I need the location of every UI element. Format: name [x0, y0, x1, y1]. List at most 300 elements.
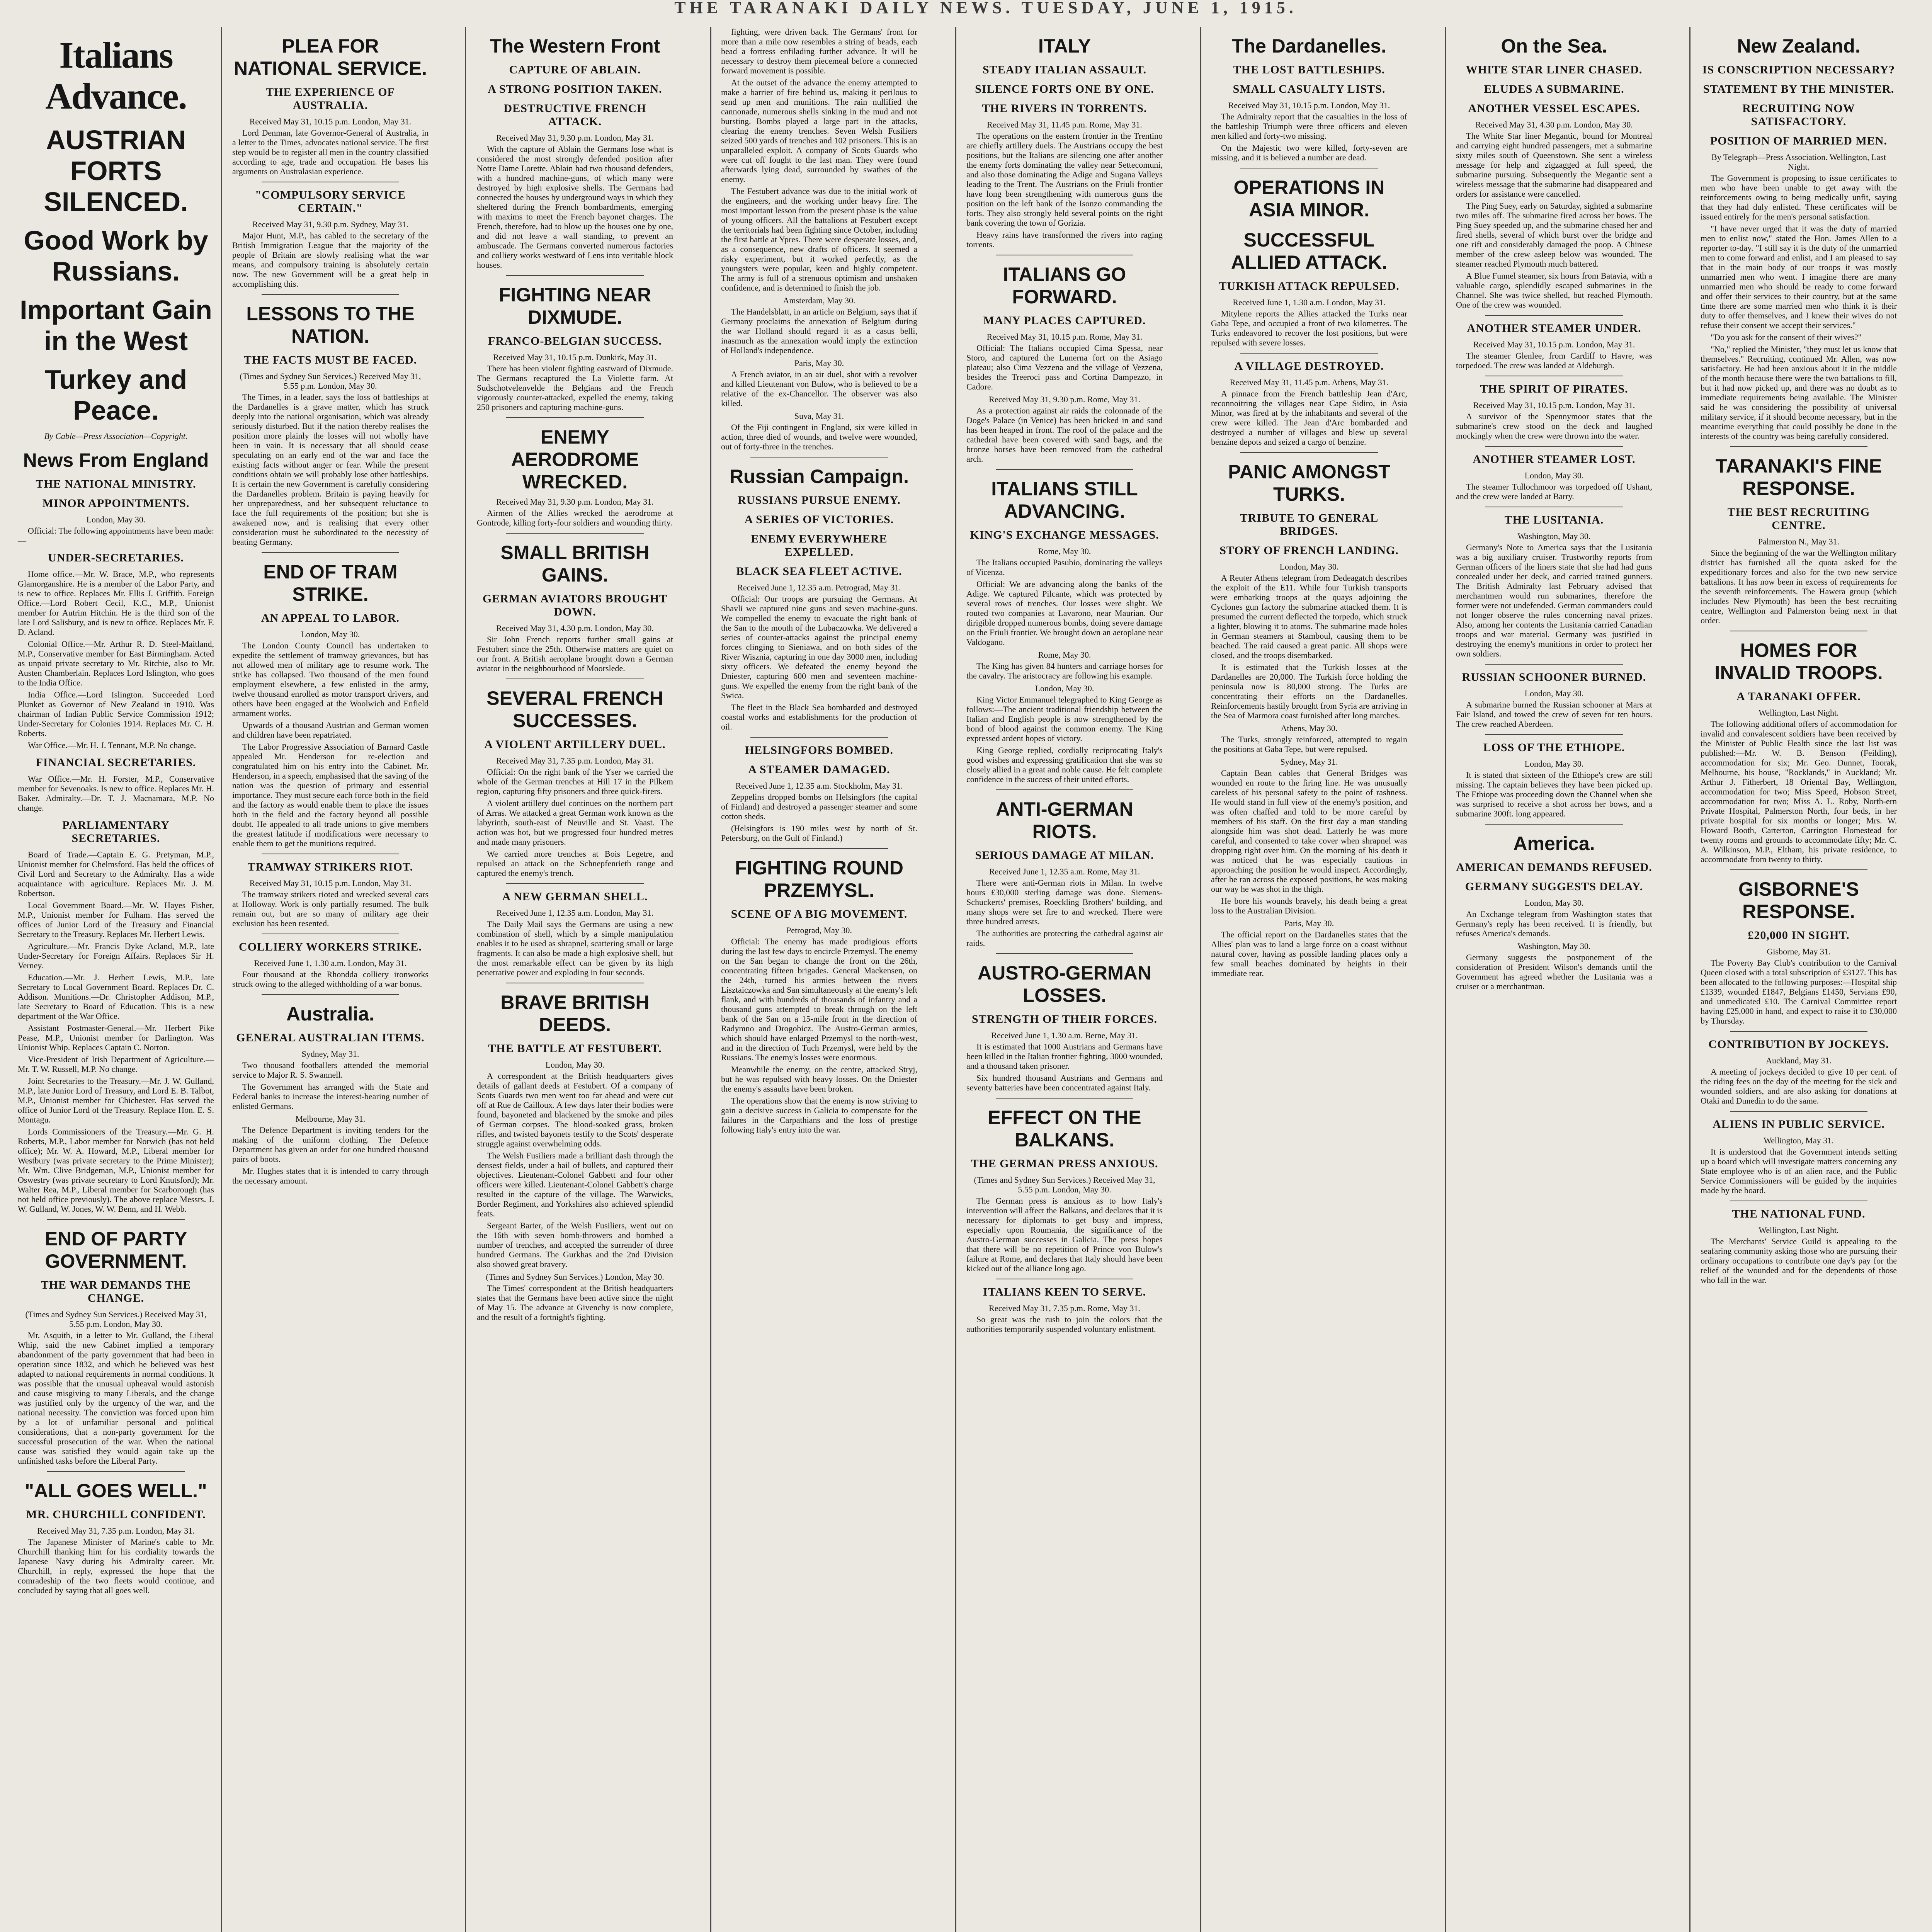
- dateline: Received June 1, 12.35 a.m. Petrograd, May 31.: [737, 583, 901, 592]
- dateline: Received May 31, 9.30 p.m. London, May 31.: [496, 497, 654, 507]
- section-divider: [506, 883, 644, 884]
- article-paragraph: A violent artillery duel continues on the northern part of Arras. We attacked a great German work known as the labyrinth, south-east of Neuville and St. Vaast. The action was hot, but we progressed four hundred metres and made many prisoners.: [477, 798, 673, 847]
- subheading: A STRONG POSITION TAKEN.: [488, 83, 662, 95]
- article-paragraph: Since the beginning of the war the Wellington military district has furnished all the quota asked for the expeditionary forces and also for the two new service battalions. It has now been in excess of requirements for the seventh reinforcements. The Hawera group (which includes New Plymouth) has been the best recruiting centre, Wellington and Palmerston being next in that order.: [1701, 548, 1897, 625]
- subheading: STRENGTH OF THEIR FORCES.: [971, 1013, 1158, 1026]
- subheading: MR. CHURCHILL CONFIDENT.: [26, 1508, 206, 1521]
- dateline: Wellington, Last Night.: [1759, 1225, 1839, 1235]
- article-paragraph: A Reuter Athens telegram from Dedeagatch describes the exploit of the E11. While four Turkish transports were embarking troops at the quays adjoining the Cyclones gun factory the submarine attacked them. It is presumed the current deflected the torpedo, which struck a lighter, blowing it to atoms. The submarine made holes in German steamers at Stamboul, causing them to be beached. The raid caused a great panic. All shops were closed, and the troops disembarked.: [1211, 573, 1407, 660]
- column-5: [964, 27, 1165, 1932]
- section-headline: HOMES FOR INVALID TROOPS.: [1714, 639, 1883, 684]
- article-paragraph: As a protection against air raids the colonnade of the Doge's Palace (in Venice) has been bricked in and sand has been heaped in front. The roof of the palace and the cathedral have been covered with sand bags, and the bronze horses have been removed from the cathedral arch.: [966, 406, 1163, 464]
- subheading: ITALIANS KEEN TO SERVE.: [983, 1286, 1146, 1298]
- subheading: RECRUITING NOW SATISFACTORY.: [1742, 102, 1855, 128]
- dateline: London, May 30.: [1524, 471, 1584, 480]
- dateline: Received May 31, 4.30 p.m. London, May 30.: [1475, 120, 1633, 129]
- column-rule: [710, 27, 711, 1932]
- subheading: KING'S EXCHANGE MESSAGES.: [970, 529, 1159, 541]
- article-paragraph: There were anti-German riots in Milan. In twelve hours £30,000 sterling damage was done. Siemens-Schuckerts' premises, Roeckling Brothers' building, and many shops were set fire to and wrecked. There were three hundred arrests.: [966, 878, 1163, 926]
- article-paragraph: Official: On the right bank of the Yser we carried the whole of the German trenches at Hill 17 in the Pilkem region, capturing fifty prisoners and three quick-firers.: [477, 767, 673, 796]
- article-paragraph: Mr. Hughes states that it is intended to carry through the necessary amount.: [232, 1166, 429, 1185]
- section-headline: News From England: [23, 449, 209, 471]
- article-paragraph: The Government has arranged with the State and Federal banks to increase the interest-bearing number of enlisted Germans.: [232, 1082, 429, 1111]
- section-divider: [1485, 446, 1623, 447]
- article-paragraph: With the capture of Ablain the Germans lose what is considered the most strongly defended position after Notre Dame Lorette. Ablain had two thousand defenders, with a hundred machine-guns, of which many were destroyed by high explosive shells. The Germans had connected the houses by underground ways in which they sheltered during the French bombardments, emerging with maxims to meet the French bayonet charges. The French, therefore, had to blow up the houses one by one, and did not leave a wall standing, to prevent an ambuscade. The Germans converted numerous factories and colliery works westward of Lens into veritable block houses.: [477, 144, 673, 270]
- column-rule: [1689, 27, 1690, 1932]
- dateline: Received May 31, 10.15 p.m. Rome, May 31.: [986, 332, 1143, 342]
- subheading: RUSSIANS PURSUE ENEMY.: [738, 494, 901, 507]
- subheading: ALIENS IN PUBLIC SERVICE.: [1713, 1118, 1885, 1131]
- article-paragraph: Lords Commissioners of the Treasury.—Mr. G. H. Roberts, M.P., Labor member for Norwich (has not held office); Mr. W. A. Howard, M.P., Liberal member for Westbury (was private secretary to the Prime Minister); Mr. Wm. Clive Bridgeman, M.P., Unionist member for Oswestry (was private secretary to Lord Knutsford); Mr. Walter Rea, M.P., Liberal member for Scarborough (has not held office previously). The above replace Messrs. J. W. Gulland, W. Jones, W. W. Benn, and H. Webb.: [18, 1127, 214, 1214]
- column-4: [719, 27, 920, 1932]
- section-headline: FIGHTING ROUND PRZEMYSL.: [735, 857, 904, 901]
- dateline: Received June 1, 12.35 a.m. Rome, May 31.: [989, 867, 1140, 876]
- dateline: Gisborne, May 31.: [1767, 947, 1831, 956]
- subheading: "COMPULSORY SERVICE CERTAIN.": [255, 189, 406, 214]
- section-divider: [506, 275, 644, 276]
- section-divider: [1485, 664, 1623, 665]
- article-paragraph: At the outset of the advance the enemy attempted to make a barrier of fire behind us, making it perilous to send up men and munitions. The rain nullified the cannonade, numerous shells sinking in the mud and not bursting. Bombs played a large part in the attacks, clearing the enemy trenches. Seven Welsh Fusiliers seized 500 yards of trenches and 102 prisoners. This is an unparalleled exploit. A company of Scots Guards who were cut off fought to the last man. They were found afterwards lying dead, surrounded by swathes of the enemy.: [721, 78, 917, 184]
- article-paragraph: Vice-President of Irish Department of Agriculture.—Mr. T. W. Russell, M.P. No change.: [18, 1054, 214, 1074]
- dateline: Wellington, Last Night.: [1759, 708, 1839, 718]
- subheading: SERIOUS DAMAGE AT MILAN.: [975, 849, 1154, 862]
- subheading: THE GERMAN PRESS ANXIOUS.: [971, 1157, 1158, 1170]
- article-paragraph: A meeting of jockeys decided to give 10 per cent. of the riding fees on the day of the meeting for the sick and wounded soldiers, and are also asking for donations at Otaki and Dunedin to do the same.: [1701, 1067, 1897, 1105]
- subheading: THE WAR DEMANDS THE CHANGE.: [41, 1279, 191, 1304]
- article-paragraph: The London County Council has undertaken to expedite the settlement of tramway grievances, but has not allowed men of military age to resume work. The strike has collapsed. Two thousand of the men found employment elsewhere, a few enlisted in the army, twelve thousand enrolled as motor transport drivers, and others have been engaged at the Woolwich and Enfield armament works.: [232, 641, 429, 718]
- section-headline: ENEMY AERODROME WRECKED.: [511, 426, 639, 493]
- article-paragraph: The Poverty Bay Club's contribution to the Carnival Queen closed with a total subscription of £3127. This has been allocated to the following purposes:—Hospital ship £1339, wounded £1847, Belgians £1450, Servians £90, and unmedicated £10. The Carnival Committee report having £25,000 in hand, and expect to raise it to £30,000 by Thursday.: [1701, 958, 1897, 1026]
- dateline: Palmerston N., May 31.: [1758, 537, 1840, 546]
- article-paragraph: King Victor Emmanuel telegraphed to King George as follows:—The ancient traditional friendship between the Italian and English people is now strengthened by the bond of blood against the common enemy. The King expressed ardent hopes of victory.: [966, 695, 1163, 743]
- article-paragraph: Mitylene reports the Allies attacked the Turks near Gaba Tepe, and occupied a front of two kilometres. The Turks endeavored to recover the lost positions, but were repulsed with severe losses.: [1211, 309, 1407, 347]
- article-paragraph: Germany suggests the postponement of the consideration of President Wilson's demands until the Government has agreed whether the Lusitania was a cruiser or a merchantman.: [1456, 952, 1652, 991]
- article-paragraph: Official: The Italians occupied Cima Spessa, near Storo, and captured the Lunerna fort on the Asiago plateau; also Cima Vezzena and the village of Vezzena, besides the Treeroci pass and Cortina Dampezzo, in Cadore.: [966, 343, 1163, 391]
- article-paragraph: It is stated that sixteen of the Ethiope's crew are still missing. The captain believes they have been picked up. The Ethiope was proceeding down the Channel when she was surprised to receive a shot across her bows, and a submarine 300ft. long appeared.: [1456, 770, 1652, 818]
- dateline: Received May 31, 7.35 p.m. London, May 31.: [496, 756, 654, 765]
- article-paragraph: (Helsingfors is 190 miles west by north of St. Petersburg, on the Gulf of Finland.): [721, 823, 917, 843]
- section-headline: ITALY: [1038, 35, 1091, 57]
- section-divider: [262, 994, 399, 995]
- dateline: Washington, May 30.: [1517, 941, 1591, 951]
- article-paragraph: Captain Bean cables that General Bridges was wounded en route to the firing line. He was unusually careless of his personal safety to the point of rashness. He would stand in full view of the enemy's position, and was often chaffed and told to be more careful by members of his staff. On the first day a man standing alongside him was shot dead. Latterly he was more careful, and consented to take cover when shrapnel was dropping right over him. On the morning of his death it was noticed that he was especially cautious in approaching the position he would inspect. Accordingly, after he ran across the exposed positions, he was making our way he was shot in the thigh.: [1211, 768, 1407, 894]
- section-headline: Australia.: [286, 1003, 374, 1025]
- section-headline: OPERATIONS IN ASIA MINOR.: [1233, 177, 1385, 221]
- section-divider: [1730, 1031, 1867, 1032]
- dateline: Rome, May 30.: [1038, 546, 1091, 556]
- article-paragraph: King George replied, cordially reciprocating Italy's good wishes and expressing gratification that she was so closely allied in a great and noble cause. He felt complete confidence in the success of their united efforts.: [966, 745, 1163, 784]
- dateline: London, May 30.: [1279, 562, 1339, 571]
- article-paragraph: Six hundred thousand Austrians and Germans and seventy batteries have been concentrated against Italy.: [966, 1073, 1163, 1092]
- dateline: Washington, May 30.: [1517, 531, 1591, 541]
- article-paragraph: The Festubert advance was due to the initial work of the engineers, and the working under heavy fire. The most important lesson from the present phase is the value of young officers. All the battalions at Festubert except the territorials had been fighting since October, including the first battle at Ypres. There were desperate losses, and, as a consequence, new drafts of officers. It seemed a risky experiment, but it worked perfectly, as the youngsters were popular, keen and highly competent. The army is full of a strenuous optimism and unshaken confidence, and is determined to finish the job.: [721, 186, 917, 293]
- subheading: TRAMWAY STRIKERS RIOT.: [247, 861, 413, 873]
- article-paragraph: The Labor Progressive Association of Barnard Castle appealed Mr. Henderson for re-election and congratulated him on his entry into the Cabinet. Mr. Henderson, in a speech, emphasised that the saving of the nation was the question of primary and essential importance. They must secure each force both in the field and the factory as would enable them to place the issues both in the field and the factory beyond all possible doubt. He appealed to all trade unions to give members the greatest latitude if modifications were necessary to enable them to get the munitions required.: [232, 742, 429, 848]
- column-rule: [221, 27, 222, 1932]
- dateline: London, May 30.: [1524, 759, 1584, 769]
- section-divider: [1240, 452, 1378, 453]
- subheading: ANOTHER VESSEL ESCAPES.: [1468, 102, 1640, 115]
- dateline: Received June 1, 1.30 a.m. Berne, May 31.: [991, 1031, 1138, 1040]
- section-headline: PANIC AMONGST TURKS.: [1228, 461, 1390, 505]
- dateline: (Times and Sydney Sun Services.) Received May 31, 5.55 p.m. London, May 30.: [25, 1310, 207, 1329]
- article-paragraph: Official: Our troops are pursuing the Germans. At Shavli we captured nine guns and seven machine-guns. We compelled the enemy to evacuate the right bank of the San to the mouth of the Lubaczowka. We delivered a series of counter-attacks against the principal enemy forces clinging to Sieniawa, and on both sides of the River Wisznia, capturing in one day 3000 men, including sixty officers. We defeated the enemy beyond the Dniester, capturing 600 men and seventeen machine-guns. We expelled the enemy from the right bank of the Swica.: [721, 594, 917, 700]
- section-headline: GISBORNE'S RESPONSE.: [1738, 878, 1859, 922]
- column-rule: [955, 27, 956, 1932]
- column-rule: [1445, 27, 1446, 1932]
- dateline: Received May 31, 9.30 p.m. Rome, May 31.: [989, 395, 1140, 404]
- article-paragraph: The operations show that the enemy is now striving to gain a decisive success in Galicia to compensate for the failures in the Carpathians and the loss of prestige following Italy's entry into the war.: [721, 1096, 917, 1134]
- dateline: (Times and Sydney Sun Services.) Received May 31, 5.55 p.m. London, May 30.: [974, 1175, 1155, 1194]
- subheading: CONTRIBUTION BY JOCKEYS.: [1708, 1038, 1889, 1051]
- headline: Important Gain in the West: [20, 295, 212, 356]
- subheading: THE NATIONAL MINISTRY.: [36, 478, 196, 490]
- dateline: Received May 31, 4.30 p.m. London, May 30.: [496, 623, 654, 633]
- article-paragraph: The operations on the eastern frontier in the Trentino are chiefly artillery duels. The Austrians occupy the best positions, but the Italians are silencing one after another the enemy forts dominating the valley near Settecomuni, and also those dominating the Adige and Sugana Valleys leading to the Trent. The Austrians on the Friuli frontier have long been strengthening with numerous guns the position on the left bank of the Isonzo commanding the forts. They also strongly held several points on the right bank covering the town of Gorizia.: [966, 131, 1163, 228]
- section-divider: [996, 953, 1133, 954]
- lead-headline: Italians Advance.: [45, 34, 187, 117]
- article-paragraph: A survivor of the Spennymoor states that the submarine's crew stood on the deck and laughed mockingly when the crew were thrown into the water.: [1456, 412, 1652, 440]
- article-paragraph: Board of Trade.—Captain E. G. Pretyman, M.P., Unionist member for Chelmsford. Has held the offices of Civil Lord and Secretary to the Admiralty. Has a wide acquaintance with agriculture. Replaces Mr. J. M. Robertson.: [18, 850, 214, 898]
- section-divider: [47, 1219, 185, 1220]
- subheading: ENEMY EVERYWHERE EXPELLED.: [751, 532, 888, 558]
- article-paragraph: A Blue Funnel steamer, six hours from Batavia, with a valuable cargo, splendidly escaped submarines in the Channel. She was twice shelled, but reached Plymouth. One of the crew was wounded.: [1456, 271, 1652, 310]
- article-paragraph: The Admiralty report that the casualties in the loss of the battleship Triumph were three officers and eleven men killed and forty-two missing.: [1211, 112, 1407, 141]
- article-paragraph: "I have never urged that it was the duty of married men to enlist now," stated the Hon. James Allen to a reporter to-day. "I still say it is the duty of the unmarried men to come forward and enlist, and I am pleased to say that in the main body of our troops it was mostly unmarried men who went. I imagine there are many unmarried men who should be ready to come forward and offer their services to their country, but at the same time there are some married men who think it is their duty to offer themselves, and I knew their wives do not refuse their consent we accept their services.": [1701, 224, 1897, 330]
- subheading: SCENE OF A BIG MOVEMENT.: [731, 908, 908, 920]
- section-headline: AUSTRO-GERMAN LOSSES.: [978, 962, 1151, 1006]
- article-paragraph: The official report on the Dardanelles states that the Allies' plan was to land a large force on a coast without natural cover, having as possible landing places only a few small beaches dominated by heights in their immediate rear.: [1211, 930, 1407, 978]
- section-headline: LESSONS TO THE NATION.: [246, 303, 415, 347]
- subheading: STATEMENT BY THE MINISTER.: [1703, 83, 1895, 95]
- article-paragraph: The fleet in the Black Sea bombarded and destroyed coastal works and establishments for the production of oil.: [721, 702, 917, 731]
- section-divider: [1240, 353, 1378, 354]
- dateline: Received May 31, 9.30 p.m. Sydney, May 31.: [252, 219, 408, 229]
- subheading: DESTRUCTIVE FRENCH ATTACK.: [503, 102, 646, 128]
- subheading: IS CONSCRIPTION NECESSARY?: [1702, 63, 1895, 76]
- article-paragraph: He bore his wounds bravely, his death being a great loss to the Australian Division.: [1211, 896, 1407, 915]
- dateline: By Telegraph—Press Association. Wellington, Last Night.: [1711, 152, 1886, 172]
- subheading: MANY PLACES CAPTURED.: [983, 314, 1146, 327]
- subheading: RUSSIAN SCHOONER BURNED.: [1462, 671, 1646, 684]
- subheading: TRIBUTE TO GENERAL BRIDGES.: [1240, 512, 1379, 537]
- subheading: THE EXPERIENCE OF AUSTRALIA.: [266, 86, 395, 112]
- subheading: THE FACTS MUST BE FACED.: [243, 354, 417, 366]
- masthead: THE TARANAKI DAILY NEWS. TUESDAY, JUNE 1, 1915.: [674, 0, 1297, 15]
- subheading: ELUDES A SUBMARINE.: [1484, 83, 1624, 95]
- article-paragraph: So great was the rush to join the colors that the authorities temporarily suspended voluntary enlistment.: [966, 1315, 1163, 1334]
- subheading: A VIOLENT ARTILLERY DUEL.: [484, 738, 666, 751]
- article-paragraph: Zeppelins dropped bombs on Helsingfors (the capital of Finland) and destroyed a passenger steamer and some cotton sheds.: [721, 792, 917, 821]
- section-headline: The Dardanelles.: [1231, 35, 1387, 57]
- subheading: CAPTURE OF ABLAIN.: [509, 63, 641, 76]
- dateline: Received May 31, 10.15 p.m. London, May 31.: [249, 878, 412, 888]
- subheading: ANOTHER STEAMER LOST.: [1473, 453, 1636, 466]
- article-paragraph: Of the Fiji contingent in England, six were killed in action, three died of wounds, and twelve were wounded, out of forty-three in the trenches.: [721, 422, 917, 451]
- dateline: Received June 1, 12.35 a.m. Stockholm, May 31.: [735, 781, 903, 791]
- dateline: Suva, May 31.: [794, 411, 844, 421]
- section-headline: ITALIANS STILL ADVANCING.: [991, 478, 1138, 522]
- section-divider: [262, 552, 399, 553]
- column-1: [15, 27, 216, 1932]
- subheading: WHITE STAR LINER CHASED.: [1466, 63, 1643, 76]
- article-paragraph: Education.—Mr. J. Herbert Lewis, M.P., late Secretary to Local Government Board. Replaces Dr. C. Addison. Munitions.—Dr. Christopher Addison, M.P., late Secretary to Board of Education. This is a new department of the War Office.: [18, 973, 214, 1021]
- dateline: (Times and Sydney Sun Services.) London, May 30.: [486, 1272, 664, 1282]
- dateline: Sydney, May 31.: [1280, 757, 1338, 767]
- article-paragraph: Two thousand footballers attended the memorial service to Major R. S. Swannell.: [232, 1060, 429, 1080]
- section-headline: The Western Front: [490, 35, 660, 57]
- dateline: London, May 30.: [1524, 898, 1584, 908]
- dateline: Received May 31, 11.45 p.m. Rome, May 31.: [987, 120, 1142, 129]
- article-paragraph: War Office.—Mr. H. Forster, M.P., Conservative member for Sevenoaks. Is new to office. Replaces Mr. H. Baker. Admiralty.—Dr. T. J. Macnamara, M.P. No change.: [18, 774, 214, 813]
- column-3: [474, 27, 675, 1932]
- dateline: Amsterdam, May 30.: [783, 296, 855, 305]
- section-divider: [1730, 446, 1867, 447]
- subheading: FINANCIAL SECRETARIES.: [36, 756, 196, 769]
- article-paragraph: A correspondent at the British headquarters gives details of gallant deeds at Festubert. Of a company of Scots Guards two men went too far ahead and were cut off at Rue de Cailloux. A few days later their bodies were found, bayoneted and blackened by the smoke and piles of German corpses. The blood-soaked grass, broken rifles, and twisted bayonets testify to the Scots' desperate struggle against overwhelming odds.: [477, 1071, 673, 1148]
- subheading: THE LOST BATTLESHIPS.: [1233, 63, 1385, 76]
- section-divider: [1485, 824, 1623, 825]
- headline: Turkey and Peace.: [44, 364, 187, 425]
- section-headline: FIGHTING NEAR DIXMUDE.: [498, 284, 651, 328]
- dateline: London, May 30.: [545, 1060, 605, 1070]
- section-headline: END OF PARTY GOVERNMENT.: [44, 1228, 187, 1272]
- dateline: Received May 31, 10.15 p.m. London, May 31.: [1473, 400, 1635, 410]
- subheading: FRANCO-BELGIAN SUCCESS.: [488, 335, 662, 347]
- article-paragraph: Four thousand at the Rhondda colliery ironworks struck owing to the alleged withholding of a war bonus.: [232, 969, 429, 989]
- dateline: Received May 31, 9.30 p.m. London, May 31.: [496, 133, 654, 143]
- article-paragraph: The steamer Tullochmoor was torpedoed off Ushant, and the crew were landed at Barry.: [1456, 482, 1652, 501]
- headline: AUSTRIAN FORTS SILENCED.: [44, 125, 188, 217]
- dateline: Sydney, May 31.: [301, 1049, 359, 1059]
- dateline: London, May 30.: [1035, 684, 1094, 693]
- subheading: £20,000 IN SIGHT.: [1748, 929, 1850, 942]
- article-paragraph: "Do you ask for the consent of their wives?": [1711, 332, 1862, 342]
- article-paragraph: The White Star liner Megantic, bound for Montreal and carrying eight hundred passengers, met a submarine sixty miles south of Queenstown. She sent a wireless message for help and zigzagged at full speed, the submarine pursuing. Subsequently the Megantic sent a wireless message that the submarine had disappeared and orders for assistance were cancelled.: [1456, 131, 1652, 199]
- section-headline: PLEA FOR NATIONAL SERVICE.: [233, 35, 427, 79]
- article-paragraph: The Welsh Fusiliers made a brilliant dash through the densest fields, under a hail of bullets, and captured their objectives. Lieutenant-Colonel Gabbett and four other officers were killed. Lieutenant-Colonel Gabbett's charge resulted in the capture of the village. The Warwicks, Border Regiment, and Yorkshires also achieved splendid feats.: [477, 1151, 673, 1218]
- dateline: Melbourne, May 31.: [295, 1114, 366, 1124]
- column-rule: [1200, 27, 1201, 1932]
- byline: By Cable—Press Association—Copyright.: [44, 431, 188, 441]
- article-paragraph: A submarine burned the Russian schooner at Mars at Fair Island, and towed the crew of seven for ten hours. The crew reached Aberdeen.: [1456, 700, 1652, 729]
- article-paragraph: There has been violent fighting eastward of Dixmude. The Germans recaptured the La Violette farm. At Sudschotvelenvelde the Belgians and the French vigorously counter-attacked, expelled the enemy, taking 250 prisoners and capturing machine-guns.: [477, 364, 673, 412]
- subheading: THE RIVERS IN TORRENTS.: [982, 102, 1147, 115]
- section-divider: [750, 848, 888, 849]
- article-paragraph: Meanwhile the enemy, on the centre, attacked Stryj, but he was repulsed with heavy losses. On the Dniester the enemy's assaults have been broken.: [721, 1065, 917, 1094]
- column-7: [1454, 27, 1655, 1932]
- section-headline: New Zealand.: [1737, 35, 1861, 57]
- section-headline: SUCCESSFUL ALLIED ATTACK.: [1231, 229, 1388, 273]
- article-paragraph: The Government is proposing to issue certificates to men who have been unable to get away with the reinforcements owing to being medically unfit, saying that they had duly enlisted. These certificates will be issued entirely for the men's personal satisfaction.: [1701, 173, 1897, 221]
- dateline: Received May 31, 10.15 p.m. London, May 31.: [1228, 100, 1390, 110]
- subheading: LOSS OF THE ETHIOPE.: [1483, 741, 1625, 754]
- subheading: THE SPIRIT OF PIRATES.: [1480, 383, 1628, 395]
- article-paragraph: The Handelsblatt, in an article on Belgium, says that if Germany proclaims the annexation of Belgium during the war Holland should regard it as a casus belli, inasmuch as the annexation would imply the extinction of Holland's independence.: [721, 307, 917, 355]
- subheading: THE BATTLE AT FESTUBERT.: [488, 1042, 662, 1055]
- article-paragraph: "No," replied the Minister, "they must let us know that themselves." Recruiting, continued Mr. Allen, was now satisfactory. He had been anxious about it in the middle of the month because there were the two battalions to fill, but it had now picked up, and there was no doubt as to immediate requirements being available. The Minister said he was considering the possibility of universal military service, if it should become necessary, but in the meantime everything that could possibly be done in the interests of the country was being carefully considered.: [1701, 344, 1897, 441]
- section-divider: [1485, 734, 1623, 735]
- article-paragraph: Joint Secretaries to the Treasury.—Mr. J. W. Gulland, M.P., late Junior Lord of Treasury, and Lord E. B. Talbot, M.P., Unionist member for Chichester. Has served the office of Junior Lord of the Treasury. Replace Hon. E. S. Montagu.: [18, 1076, 214, 1124]
- subheading: THE BEST RECRUITING CENTRE.: [1727, 506, 1870, 532]
- article-paragraph: The Ping Suey, early on Saturday, sighted a submarine two miles off. The submarine fired across her bows. The Ping Suey speeded up, and the submarine chased her and fired shells, several of which burst over the bridge and one rift and considerably damaged the poop. A Chinese member of the crew asleep below was wounded. The steamer reached Plymouth much battered.: [1456, 201, 1652, 269]
- dateline: Received May 31, 10.15 p.m. London, May 31.: [1473, 340, 1635, 349]
- dateline: Received June 1, 12.35 a.m. London, May 31.: [496, 908, 654, 918]
- section-headline: ITALIANS GO FORWARD.: [1003, 264, 1126, 308]
- article-paragraph: The Turks, strongly reinforced, attempted to regain the positions at Gaba Tepe, but were repulsed.: [1211, 735, 1407, 754]
- article-paragraph: Sergeant Barter, of the Welsh Fusiliers, went out on the 16th with seven bomb-throwers and bombed a number of trenches, and accepted the surrender of three hundred Germans. The Gurkhas and the 2nd Division also showed great bravery.: [477, 1221, 673, 1269]
- section-divider: [1730, 1111, 1867, 1112]
- section-headline: SMALL BRITISH GAINS.: [500, 542, 650, 586]
- subheading: UNDER-SECRETARIES.: [48, 551, 184, 564]
- article-paragraph: An Exchange telegram from Washington states that Germany's reply has been received. It is friendly, but refuses America's demands.: [1456, 909, 1652, 938]
- dateline: London, May 30.: [1524, 689, 1584, 698]
- dateline: Petrograd, May 30.: [786, 925, 852, 935]
- section-divider: [750, 737, 888, 738]
- subheading: AMERICAN DEMANDS REFUSED.: [1456, 861, 1652, 874]
- dateline: (Times and Sydney Sun Services.) Received May 31, 5.55 p.m. London, May 30.: [240, 371, 421, 391]
- section-headline: SEVERAL FRENCH SUCCESSES.: [486, 687, 663, 731]
- section-headline: TARANAKI'S FINE RESPONSE.: [1715, 455, 1882, 499]
- article-paragraph: Home office.—Mr. W. Brace, M.P., who represents Glamorganshire. He is a member of the Labor Party, and is new to office. Replaces Mr. Ellis J. Griffith. Foreign Office.—Lord Robert Cecil, K.C., M.P., Unionist member for Autrim Hitchin. He is the third son of the late Lord Salisbury, and is new to office. Replaces Mr. F. D. Acland.: [18, 569, 214, 637]
- article-paragraph: fighting, were driven back. The Germans' front for more than a mile now resembles a string of beads, each bead a fortress enfilading further advance. It will be necessary to destroy them piecemeal before a connected forward movement is possible.: [721, 27, 917, 75]
- article-paragraph: The German press is anxious as to how Italy's intervention will affect the Balkans, and declares that it is necessary for diplomats to get busy and impress, especially upon Roumania, the significance of the Austro-German successes in Galicia. The press hopes that there will be no repetition of Prince von Bulow's failure at Rome, and declares that Italy should have been kicked out of the alliance long ago.: [966, 1196, 1163, 1273]
- article-paragraph: Assistant Postmaster-General.—Mr. Herbert Pike Pease, M.P., Unionist member for Darlington. Was Unionist Whip. Replaces Captain C. Norton.: [18, 1023, 214, 1052]
- subheading: SILENCE FORTS ONE BY ONE.: [975, 83, 1154, 95]
- dateline: London, May 30.: [301, 629, 360, 639]
- section-headline: END OF TRAM STRIKE.: [263, 561, 398, 605]
- section-divider: [996, 789, 1133, 790]
- article-paragraph: Sir John French reports further small gains at Festubert since the 25th. Otherwise matters are quiet on our front. A British aeroplane brought down a German aviator in the neighbourhood of Moorslede.: [477, 634, 673, 673]
- article-paragraph: The authorities are protecting the cathedral against air raids.: [966, 929, 1163, 948]
- article-paragraph: The Japanese Minister of Marine's cable to Mr. Churchill thanking him for his cordiality towards the Japanese Navy during his Admiralty career. Mr. Churchill, in reply, expressed the hope that the comradeship of the two fleets would continue, and concluded by saying that all goes well.: [18, 1537, 214, 1595]
- column-2: [230, 27, 431, 1932]
- subheading: PARLIAMENTARY SECRETARIES.: [62, 819, 170, 845]
- subheading: STEADY ITALIAN ASSAULT.: [983, 63, 1146, 76]
- article-paragraph: We carried more trenches at Bois Legetre, and repulsed an attack on the Schnepfenrieth range and captured the enemy's trench.: [477, 849, 673, 878]
- article-paragraph: Germany's Note to America says that the Lusitania was a big auxiliary cruiser. Trustworthy reports from German officers of the liners state that she had had guns concealed under her deck, and carried trained gunners. The British Admiralty last February advised that merchantmen would run submarines, therefore the former were not undefended. German commanders could not longer observe the rules concerning naval prizes. Also, among her contents the Lusitania carried Canadian troops and war material. Germany was justified in destroying the enemy's munitions in order to protect her own soldiers.: [1456, 543, 1652, 658]
- subheading: THE NATIONAL FUND.: [1732, 1208, 1866, 1220]
- article-paragraph: A French aviator, in an air duel, shot with a revolver and killed Lieutenant von Bulow, who is believed to be a relative of the ex-Chancellor. The observer was also killed.: [721, 369, 917, 408]
- column-rule: [465, 27, 466, 1932]
- dateline: Wellington, May 31.: [1764, 1136, 1834, 1145]
- subheading: STORY OF FRENCH LANDING.: [1219, 544, 1399, 557]
- subheading: A SERIES OF VICTORIES.: [744, 513, 894, 526]
- dateline: Athens, May 30.: [1281, 723, 1338, 733]
- dateline: Received May 31, 7.35 p.m. Rome, May 31.: [989, 1303, 1140, 1313]
- subheading: COLLIERY WORKERS STRIKE.: [239, 940, 422, 953]
- article-paragraph: Local Government Board.—Mr. W. Hayes Fisher, M.P., Unionist member for Fulham. Has served the offices of Junior Lord of the Treasury and Financial Secretary to the Treasury. Replaces Mr. Herbert Lewis.: [18, 900, 214, 939]
- section-headline: ANTI-GERMAN RIOTS.: [996, 798, 1133, 842]
- subheading: A VILLAGE DESTROYED.: [1234, 360, 1384, 372]
- subheading: A TARANAKI OFFER.: [1736, 690, 1861, 703]
- dateline: Received June 1, 1.30 a.m. London, May 31.: [1233, 298, 1386, 307]
- subheading: GERMANY SUGGESTS DELAY.: [1465, 880, 1643, 893]
- subheading: A NEW GERMAN SHELL.: [502, 890, 648, 903]
- article-paragraph: The Times' correspondent at the British headquarters states that the Germans have been active since the night of May 15. The advance at Givenchy is now complete, and the result of a fortnight's fighting.: [477, 1283, 673, 1322]
- article-paragraph: Official: The enemy has made prodigious efforts during the last few days to encircle Przemysl. The enemy on the San began to change the front on the 26th, concentrating fifteen brigades. General Mackensen, on the 24th, turned his armies between the rivers Lisztaiczowka and San simultaneously at the enemy's left flank, and with hundreds of thousands of infantry and a thousand guns attempted to break through on the left bank of the San on a 15-mile front in the direction of Radymno and Drogobicz. The Austro-German armies, which should have enlarged Przemysl to the north-west, and in the direction of Tuch Przemysl, were held by the Russians. The enemy's losses were enormous.: [721, 937, 917, 1062]
- article-paragraph: It is estimated that the Turkish losses at the Dardanelles are 20,000. The Turkish force holding the peninsula now is 80,000 strong. The Turks are concentrating their efforts on the Dardanelles. Reinforcements hastily brought from Syria are arriving in the Sea of Marmora coast furnished after long marches.: [1211, 662, 1407, 720]
- section-divider: [262, 294, 399, 295]
- subheading: MINOR APPOINTMENTS.: [42, 497, 190, 510]
- section-divider: [996, 469, 1133, 470]
- article-paragraph: The King has given 84 hunters and carriage horses for the cavalry. The aristocracy are following his example.: [966, 661, 1163, 680]
- section-headline: Russian Campaign.: [730, 466, 909, 487]
- article-paragraph: Upwards of a thousand Austrian and German women and children have been repatriated.: [232, 720, 429, 740]
- article-paragraph: Official: The following appointments have been made:—: [18, 526, 214, 545]
- section-headline: EFFECT ON THE BALKANS.: [988, 1107, 1141, 1151]
- dateline: Paris, May 30.: [1284, 918, 1334, 928]
- article-paragraph: It is understood that the Government intends setting up a board which will investigate matters concerning any State employee who is of an alien race, and the Public Service Commissioners will be guided by the inquiries made by the board.: [1701, 1147, 1897, 1195]
- subheading: BLACK SEA FLEET ACTIVE.: [736, 565, 902, 578]
- subheading: AN APPEAL TO LABOR.: [261, 612, 400, 624]
- dateline: Received June 1, 1.30 a.m. London, May 31.: [254, 958, 407, 968]
- dateline: Received May 31, 11.45 p.m. Athens, May 31.: [1230, 378, 1389, 387]
- article-paragraph: The Italians occupied Pasubio, dominating the valleys of Vicenza.: [966, 558, 1163, 577]
- article-paragraph: Major Hunt, M.P., has cabled to the secretary of the British Immigration League that the majority of the people of Britain are slowly realising what the war means, and compulsory training is absolutely certain now. The new Government will be a great help in accomplishing this.: [232, 231, 429, 289]
- dateline: Rome, May 30.: [1038, 650, 1091, 660]
- subheading: ANOTHER STEAMER UNDER.: [1467, 322, 1641, 335]
- article-paragraph: Official: We are advancing along the banks of the Adige. We captured Pilcante, which was protected by several rows of trenches. Our losses were slight. We routed two companies at Lavarono, near Maurian. Our dirigible dropped numerous bombs, doing severe damage on the Friuli frontier. We brought down an aeroplane near Valdogano.: [966, 579, 1163, 647]
- section-divider: [506, 417, 644, 418]
- dateline: London, May 30.: [86, 515, 146, 524]
- article-paragraph: It is estimated that 1000 Austrians and Germans have been killed in the Italian frontier fighting, 3000 wounded, and a thousand taken prisoner.: [966, 1042, 1163, 1071]
- section-divider: [1730, 869, 1867, 870]
- dateline: Paris, May 30.: [794, 358, 844, 368]
- subheading: GENERAL AUSTRALIAN ITEMS.: [236, 1031, 425, 1044]
- subheading: GERMAN AVIATORS BROUGHT DOWN.: [482, 592, 668, 618]
- section-headline: On the Sea.: [1501, 35, 1607, 57]
- article-paragraph: Agriculture.—Mr. Francis Dyke Acland, M.P., late Under-Secretary for Foreign Affairs. Replaces Sir H. Verney.: [18, 941, 214, 970]
- subheading: A STEAMER DAMAGED.: [748, 763, 890, 776]
- section-divider: [1485, 315, 1623, 316]
- article-paragraph: The steamer Glenlee, from Cardiff to Havre, was torpedoed. The crew was landed at Aldeburgh.: [1456, 351, 1652, 370]
- dateline: Received May 31, 10.15 p.m. Dunkirk, May 31.: [493, 352, 657, 362]
- article-paragraph: The tramway strikers rioted and wrecked several cars at Holloway. Work is only partially resumed. The bulk remain out, but are so many of military age their exclusion has been resented.: [232, 889, 429, 928]
- article-paragraph: Lord Denman, late Governor-General of Australia, in a letter to the Times, advocates national service. The first step would be to register all men in the country classified according to age, trade and occupation. He bases his arguments on Australasian experience.: [232, 128, 429, 176]
- article-paragraph: Airmen of the Allies wrecked the aerodrome at Gontrode, killing forty-four soldiers and wounding thirty.: [477, 508, 673, 527]
- article-paragraph: The Times, in a leader, says the loss of battleships at the Dardanelles is a grave matter, which has struck deeply into the national organisation, which was already seriously disturbed. But if the nation thereby realises the position more plainly the losses will not wholly have been in vain. It is necessary that all should cease speculating on an early end of the war and face the existing facts without anger or fear. While the present conditions obtain we will probably lose other battleships. It is certain the new Government is carefully considering the Dardanelles problem. Britain is paying heavily for her unpreparedness, and her subsequent reluctance to face the full requirements of the position; but she is awakened now, and is realising that every other consideration must be subordinated to the necessity of beating Germany.: [232, 392, 429, 547]
- dateline: Auckland, May 31.: [1766, 1056, 1832, 1065]
- column-8: [1698, 27, 1899, 1932]
- article-paragraph: The Defence Department is inviting tenders for the making of the uniform clothing. The Defence Department has given an order for one hundred thousand pairs of boots.: [232, 1125, 429, 1164]
- article-paragraph: War Office.—Mr. H. J. Tennant, M.P. No change.: [28, 740, 196, 750]
- article-paragraph: India Office.—Lord Islington. Succeeded Lord Plunket as Governor of New Zealand in 1910. Was chairman of Indian Public Service Commission 1912; Under-Secretary for Colonies 1914. Replaces Mr. C. H. Roberts.: [18, 690, 214, 738]
- article-paragraph: The Merchants' Service Guild is appealing to the seafaring community asking those who are pursuing their ordinary occupations to contribute one day's pay for the relief of the wounded and for the dependents of those who fall in the war.: [1701, 1236, 1897, 1285]
- article-paragraph: The Daily Mail says the Germans are using a new combination of shell, which by a simple manipulation enables it to be used as shrapnel, scattering small or large fragments. It can also be made a high explosive shell, but the most remarkable effect can be given by its high penetrative power and exploding in four seconds.: [477, 919, 673, 977]
- article-paragraph: Mr. Asquith, in a letter to Mr. Gulland, the Liberal Whip, said the new Cabinet implied a temporary abandonment of the party government that had been in operation since 1832, and which he believed was best adapted to national requirements in normal conditions. It was possible that the unusual upheaval would astonish and cause misgiving to many Liberals, and the change was justified only by the urgency of the war, and the national necessity. The conviction was forced upon him by a lot of unfamiliar personal and political considerations, that a non-party government for the successful prosecution of the war. When the national cause was satisfied they would again take up the unfinished tasks before the Liberal Party.: [18, 1330, 214, 1466]
- subheading: SMALL CASUALTY LISTS.: [1233, 83, 1386, 95]
- article-paragraph: Colonial Office.—Mr. Arthur R. D. Steel-Maitland, M.P., Conservative member for East Birmingham. Acted as unpaid private secretary to Mr. Ritchie, also to Mr. Austen Chamberlain. Replaces Lord Islington, who goes to the India Office.: [18, 639, 214, 687]
- subheading: HELSINGFORS BOMBED.: [745, 744, 894, 757]
- article-paragraph: The following additional offers of accommodation for invalid and convalescent soldiers have been received by the Minister of Public Health since the last list was published:—Mr. W. B. Benson (Feilding), accommodation for six; Mr. Geo. Dunnet, Toorak, Melbourne, his house, "Rocklands," in Auckland; Mr. Arthur J. Fitherbert, 18 Oriental Bay, Wellington, accommodation for two; Miss Speed, Hobson Street, accommodation for two; Miss A. L. Roby, North-ern Private Hospital, Palmerston North, four beds, in her private hospital for six months or longer; Mrs. W. Howard Booth, Carterton, Carrington Homestead for twenty rooms and grounds to accommodate fifty; Mr. C. A. Wilkinson, M.P., Eltham, his private residence, to accommodate from twenty to thirty.: [1701, 719, 1897, 864]
- section-headline: "ALL GOES WELL.": [25, 1480, 207, 1502]
- subheading: POSITION OF MARRIED MEN.: [1710, 134, 1887, 147]
- article-paragraph: Heavy rains have transformed the rivers into raging torrents.: [966, 230, 1163, 249]
- article-paragraph: On the Majestic two were killed, forty-seven are missing, and it is believed a number are dead.: [1211, 143, 1407, 162]
- section-headline: BRAVE BRITISH DEEDS.: [500, 992, 650, 1036]
- section-divider: [47, 1471, 185, 1472]
- section-headline: America.: [1513, 833, 1595, 854]
- article-paragraph: A pinnace from the French battleship Jean d'Arc, reconnoitring the villages near Cape Sidiro, in Asia Minor, was fired at by the inhabitants and several of the crew were killed. The Jean d'Arc bombarded and destroyed a number of villages and blew up several benzine depots and seized a cargo of benzine.: [1211, 389, 1407, 447]
- headline: Good Work by Russians.: [24, 225, 208, 286]
- dateline: Received May 31, 10.15 p.m. London, May 31.: [249, 117, 412, 126]
- section-divider: [506, 533, 644, 534]
- column-6: [1209, 27, 1410, 1932]
- subheading: THE LUSITANIA.: [1504, 514, 1604, 526]
- subheading: TURKISH ATTACK REPULSED.: [1219, 280, 1400, 293]
- section-divider: [996, 1098, 1133, 1099]
